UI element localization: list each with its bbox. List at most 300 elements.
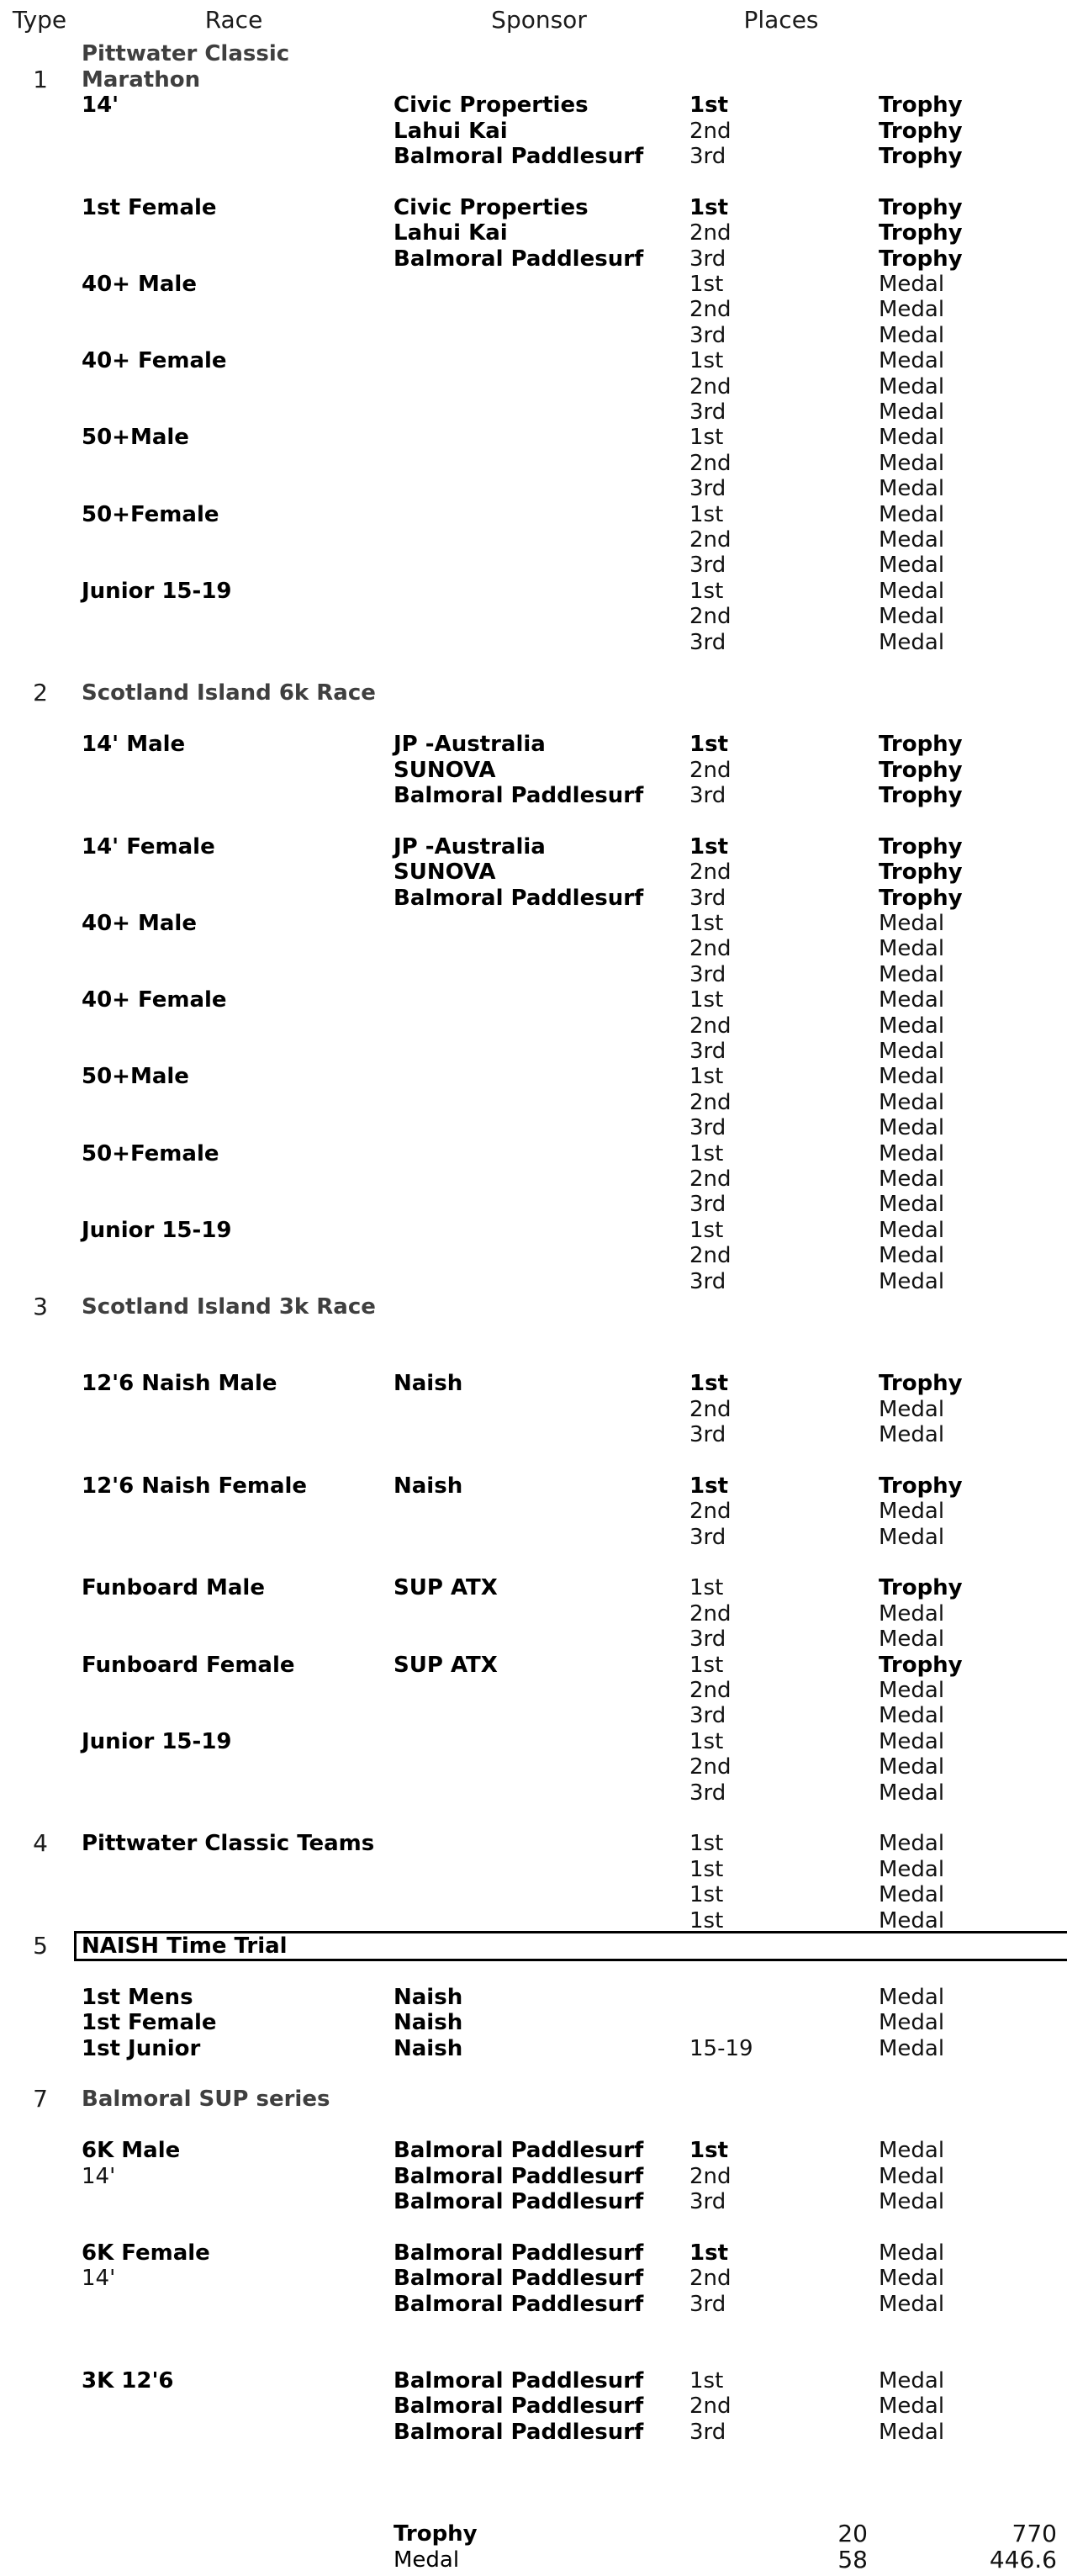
place-cell: 3rd	[689, 1627, 726, 1653]
award-cell: Medal	[879, 2419, 945, 2445]
race-cell: Balmoral SUP series	[82, 2087, 330, 2113]
place-cell: 1st	[689, 425, 724, 451]
award-cell: Medal	[879, 373, 945, 399]
award-cell: Medal	[879, 1243, 945, 1269]
place-cell: 3rd	[689, 553, 726, 579]
award-cell: Medal	[879, 1754, 945, 1780]
place-cell: 1st	[689, 1217, 724, 1243]
summary-row	[0, 2521, 1067, 2547]
place-cell: 1st	[689, 194, 728, 220]
type-cell: 3	[33, 1293, 48, 1320]
table-row	[0, 374, 1067, 400]
table-row	[0, 1064, 1067, 1090]
sponsor-cell: SUNOVA	[394, 757, 496, 783]
sponsor-cell: Balmoral Paddlesurf	[394, 2189, 644, 2214]
award-cell: Trophy	[879, 144, 963, 169]
award-cell: Medal	[879, 2291, 945, 2317]
table-row	[0, 1141, 1067, 1167]
award-cell: Medal	[879, 1115, 945, 1141]
place-cell: 1st	[689, 348, 724, 374]
award-cell: Medal	[879, 2266, 945, 2292]
place-cell: 1st	[689, 501, 724, 527]
table-row	[0, 886, 1067, 912]
award-cell: Medal	[879, 1524, 945, 1550]
table-row	[0, 680, 1067, 706]
table-row	[0, 195, 1067, 221]
award-cell: Trophy	[879, 1371, 963, 1397]
table-row	[0, 246, 1067, 272]
table-row	[0, 476, 1067, 502]
award-cell: Medal	[879, 348, 945, 374]
award-cell: Medal	[879, 425, 945, 451]
sponsor-cell: Lahui Kai	[394, 118, 508, 144]
award-cell: Medal	[879, 322, 945, 348]
race-cell: 12'6 Naish Female	[82, 1473, 308, 1499]
table-row	[0, 1115, 1067, 1141]
table-row	[0, 758, 1067, 784]
award-cell: Trophy	[879, 783, 963, 808]
place-cell: 2nd	[689, 1678, 732, 1703]
award-cell: Trophy	[879, 93, 963, 119]
award-cell: Medal	[879, 450, 945, 476]
place-cell: 2nd	[689, 604, 732, 630]
race-cell: Junior 15-19	[82, 1217, 232, 1243]
table-row	[0, 1499, 1067, 1525]
summary-value: 770	[1012, 2520, 1057, 2548]
sponsor-cell: Lahui Kai	[394, 220, 508, 246]
type-cell: 5	[33, 1932, 48, 1960]
table-row	[0, 502, 1067, 528]
place-cell: 2nd	[689, 527, 732, 553]
table-row	[0, 297, 1067, 323]
sponsor-cell: Civic Properties	[394, 194, 589, 220]
award-cell: Medal	[879, 297, 945, 323]
award-cell: Medal	[879, 1422, 945, 1447]
table-row	[0, 527, 1067, 553]
table-row	[0, 911, 1067, 937]
table-row	[0, 2368, 1067, 2394]
table-row	[0, 1422, 1067, 1448]
table-row	[0, 1218, 1067, 1244]
table-row	[0, 2164, 1067, 2190]
award-cell: Medal	[879, 2189, 945, 2214]
race-cell: Pittwater Classic Teams	[82, 1831, 375, 1857]
place-cell: 3rd	[689, 629, 726, 655]
sponsor-cell: Naish	[394, 1371, 463, 1397]
table-row	[0, 67, 1067, 93]
award-cell: Trophy	[879, 1473, 963, 1499]
race-cell: 40+ Male	[82, 272, 197, 297]
award-cell: Medal	[879, 1064, 945, 1090]
summary-row	[0, 2547, 1067, 2573]
award-cell: Medal	[879, 911, 945, 936]
place-cell: 1st	[689, 578, 724, 604]
table-row	[0, 2138, 1067, 2164]
table-row	[0, 579, 1067, 605]
award-cell: Medal	[879, 1396, 945, 1422]
table-row	[0, 1575, 1067, 1601]
award-cell: Medal	[879, 1140, 945, 1166]
place-cell: 2nd	[689, 118, 732, 144]
table-row	[0, 2036, 1067, 2062]
place-cell: 2nd	[689, 1013, 732, 1039]
place-cell: 1st	[689, 2367, 724, 2394]
sponsor-cell: Balmoral Paddlesurf	[394, 783, 644, 808]
table-row	[0, 732, 1067, 758]
table-row	[0, 451, 1067, 477]
sponsor-cell: Balmoral Paddlesurf	[394, 2367, 644, 2394]
place-cell: 3rd	[689, 144, 726, 169]
table-row	[0, 783, 1067, 809]
award-cell: Medal	[879, 2138, 945, 2164]
place-cell: 2nd	[689, 1754, 732, 1780]
table-row	[0, 272, 1067, 298]
race-cell: 14'	[82, 2266, 116, 2292]
table-row	[0, 2189, 1067, 2215]
place-cell: 1st	[689, 1140, 724, 1166]
place-cell: 3rd	[689, 399, 726, 425]
table-row	[0, 936, 1067, 962]
award-cell: Trophy	[879, 1575, 963, 1601]
place-cell: 2nd	[689, 1243, 732, 1269]
award-cell: Medal	[879, 961, 945, 987]
award-cell: Trophy	[879, 246, 963, 272]
column-header-type: Type	[12, 6, 67, 34]
award-cell: Medal	[879, 527, 945, 553]
place-cell: 3rd	[689, 2419, 726, 2445]
table-row	[0, 2420, 1067, 2446]
race-cell: 6K Female	[82, 2240, 210, 2266]
race-cell: Scotland Island 6k Race	[82, 680, 376, 706]
table-row	[0, 987, 1067, 1013]
table-row	[0, 1857, 1067, 1883]
table-row	[0, 1371, 1067, 1397]
sponsor-cell: Balmoral Paddlesurf	[394, 885, 644, 911]
place-cell: 1st	[689, 1064, 724, 1090]
table-row	[0, 2087, 1067, 2113]
race-cell: 1st Female	[82, 2010, 217, 2036]
place-cell: 1st	[689, 2240, 728, 2266]
table-row	[0, 2394, 1067, 2420]
award-cell: Medal	[879, 399, 945, 425]
place-cell: 3rd	[689, 961, 726, 987]
sponsor-cell: Balmoral Paddlesurf	[394, 246, 644, 272]
type-cell: 1	[33, 65, 48, 93]
table-row	[0, 1397, 1067, 1423]
sponsor-cell: Naish	[394, 2035, 463, 2061]
place-cell: 3rd	[689, 246, 726, 272]
award-cell: Medal	[879, 2035, 945, 2061]
race-cell: 14' Male	[82, 732, 186, 758]
race-cell: 1st Mens	[82, 1984, 193, 2010]
sponsor-cell: Naish	[394, 1984, 463, 2010]
award-cell: Medal	[879, 1831, 945, 1857]
award-cell: Trophy	[879, 118, 963, 144]
type-cell: 7	[33, 2085, 48, 2113]
place-cell: 1st	[689, 1575, 724, 1601]
award-cell: Trophy	[879, 194, 963, 220]
place-cell: 3rd	[689, 476, 726, 502]
award-cell: Medal	[879, 604, 945, 630]
award-cell: Medal	[879, 1499, 945, 1525]
sponsor-cell: Balmoral Paddlesurf	[394, 2138, 644, 2164]
award-cell: Medal	[879, 1882, 945, 1908]
race-cell: NAISH Time Trial	[82, 1933, 288, 1959]
place-cell: 2nd	[689, 1396, 732, 1422]
summary-value: 446.6	[989, 2545, 1057, 2573]
race-cell: 40+ Male	[82, 911, 197, 936]
race-cell: Junior 15-19	[82, 578, 232, 604]
type-cell: 4	[33, 1829, 48, 1858]
race-cell: 50+Male	[82, 425, 189, 451]
place-cell: 1st	[689, 1856, 724, 1882]
sponsor-cell: Naish	[394, 2010, 463, 2036]
table-row	[0, 119, 1067, 145]
sponsor-cell: SUP ATX	[394, 1575, 498, 1601]
race-cell: 14'	[82, 2163, 116, 2189]
table-row	[0, 1933, 1067, 1960]
place-cell: 3rd	[689, 1039, 726, 1064]
summary-count: 58	[837, 2545, 868, 2573]
place-cell: 1st	[689, 2138, 728, 2164]
table-row	[0, 1473, 1067, 1500]
award-cell: Medal	[879, 1600, 945, 1627]
award-cell: Trophy	[879, 757, 963, 783]
table-row	[0, 2292, 1067, 2318]
table-row	[0, 1192, 1067, 1218]
place-cell: 2nd	[689, 373, 732, 399]
award-cell: Medal	[879, 2394, 945, 2420]
table-row	[0, 1653, 1067, 1679]
award-cell: Medal	[879, 2163, 945, 2189]
place-cell: 1st	[689, 1371, 728, 1397]
place-cell: 2nd	[689, 1499, 732, 1525]
award-cell: Medal	[879, 501, 945, 527]
place-cell: 1st	[689, 1652, 724, 1678]
table-row	[0, 1269, 1067, 1295]
award-cell: Medal	[879, 1678, 945, 1703]
award-cell: Medal	[879, 1039, 945, 1064]
race-cell: Junior 15-19	[82, 1728, 232, 1754]
race-cell: 14'	[82, 93, 119, 119]
place-cell: 1st	[689, 732, 728, 758]
table-row	[0, 1985, 1067, 2011]
place-cell: 15-19	[689, 2035, 753, 2061]
table-row	[0, 1780, 1067, 1806]
place-cell: 2nd	[689, 220, 732, 246]
place-cell: 1st	[689, 833, 728, 860]
place-cell: 3rd	[689, 1524, 726, 1550]
race-cell: 50+Female	[82, 1140, 219, 1166]
place-cell: 2nd	[689, 1600, 732, 1627]
award-cell: Medal	[879, 272, 945, 297]
place-cell: 1st	[689, 1473, 728, 1499]
award-cell: Medal	[879, 2240, 945, 2266]
table-row	[0, 1678, 1067, 1704]
sponsor-cell: Balmoral Paddlesurf	[394, 2240, 644, 2266]
race-cell: 12'6 Naish Male	[82, 1371, 277, 1397]
table-row	[0, 834, 1067, 860]
place-cell: 3rd	[689, 2291, 726, 2317]
table-row	[0, 1039, 1067, 1065]
place-cell: 3rd	[689, 322, 726, 348]
sponsor-cell: SUP ATX	[394, 1652, 498, 1678]
place-cell: 1st	[689, 987, 724, 1013]
award-cell: Trophy	[879, 1652, 963, 1678]
place-cell: 3rd	[689, 1422, 726, 1447]
table-row	[0, 630, 1067, 656]
place-cell: 1st	[689, 93, 728, 119]
award-cell: Medal	[879, 476, 945, 502]
award-cell: Trophy	[879, 833, 963, 860]
sponsor-cell: Balmoral Paddlesurf	[394, 2163, 644, 2189]
place-cell: 3rd	[689, 1115, 726, 1141]
race-cell: 50+Female	[82, 501, 219, 527]
place-cell: 3rd	[689, 783, 726, 808]
award-cell: Medal	[879, 1856, 945, 1882]
table-row	[0, 425, 1067, 451]
table-row	[0, 1090, 1067, 1116]
place-cell: 3rd	[689, 1268, 726, 1294]
table-row	[0, 1908, 1067, 1934]
place-cell: 2nd	[689, 1089, 732, 1115]
place-cell: 1st	[689, 1831, 724, 1857]
place-cell: 2nd	[689, 757, 732, 783]
table-row	[0, 93, 1067, 119]
award-cell: Medal	[879, 1217, 945, 1243]
table-row	[0, 1729, 1067, 1755]
race-cell: Funboard Male	[82, 1575, 265, 1601]
table-row	[0, 2010, 1067, 2036]
table-row	[0, 1601, 1067, 1627]
table-row	[0, 1294, 1067, 1320]
place-cell: 2nd	[689, 2394, 732, 2420]
award-cell: Trophy	[879, 732, 963, 758]
table-row	[0, 41, 1067, 67]
race-cell: Funboard Female	[82, 1652, 295, 1678]
place-cell: 2nd	[689, 297, 732, 323]
type-cell: 2	[33, 679, 48, 707]
award-cell: Trophy	[879, 885, 963, 911]
table-row	[0, 220, 1067, 246]
race-cell: 1st Junior	[82, 2035, 201, 2061]
table-row	[0, 399, 1067, 426]
table-row	[0, 1703, 1067, 1729]
race-cell: 40+ Female	[82, 987, 227, 1013]
place-cell: 1st	[689, 1882, 724, 1908]
award-cell: Medal	[879, 578, 945, 604]
award-cell: Medal	[879, 1627, 945, 1653]
award-cell: Medal	[879, 1166, 945, 1192]
place-cell: 2nd	[689, 2266, 732, 2292]
place-cell: 2nd	[689, 2163, 732, 2189]
race-cell: 40+ Female	[82, 348, 227, 374]
place-cell: 1st	[689, 1907, 724, 1933]
table-row	[0, 144, 1067, 170]
place-cell: 3rd	[689, 2189, 726, 2214]
race-cell: 1st Female	[82, 194, 217, 220]
column-header-places: Places	[743, 6, 819, 34]
sponsor-cell: SUNOVA	[394, 860, 496, 886]
place-cell: 2nd	[689, 450, 732, 476]
award-cell: Medal	[879, 1192, 945, 1218]
sponsor-cell: Balmoral Paddlesurf	[394, 2419, 644, 2445]
race-cell: Scotland Island 3k Race	[82, 1294, 376, 1320]
award-cell: Medal	[879, 629, 945, 655]
sponsor-cell: Civic Properties	[394, 93, 589, 119]
award-cell: Medal	[879, 1089, 945, 1115]
place-cell: 1st	[689, 272, 724, 297]
race-cell: 3K 12'6	[82, 2367, 174, 2394]
column-header-race: Race	[204, 6, 263, 34]
award-cell: Medal	[879, 1780, 945, 1806]
place-cell: 3rd	[689, 1780, 726, 1806]
sponsor-cell: Balmoral Paddlesurf	[394, 2291, 644, 2317]
table-row	[0, 604, 1067, 630]
award-cell: Medal	[879, 1728, 945, 1754]
race-cell: 14' Female	[82, 833, 215, 860]
place-cell: 1st	[689, 911, 724, 936]
sponsor-cell: Balmoral Paddlesurf	[394, 2266, 644, 2292]
award-cell: Medal	[879, 1907, 945, 1933]
award-cell: Medal	[879, 2010, 945, 2036]
table-row	[0, 1882, 1067, 1908]
sponsor-cell: JP -Australia	[394, 833, 546, 860]
table-row	[0, 1525, 1067, 1551]
sponsor-cell: JP -Australia	[394, 732, 546, 758]
column-header-sponsor: Sponsor	[491, 6, 587, 34]
table-row	[0, 1166, 1067, 1193]
place-cell: 3rd	[689, 1192, 726, 1218]
table-row	[0, 1627, 1067, 1653]
place-cell: 2nd	[689, 860, 732, 886]
award-cell: Trophy	[879, 860, 963, 886]
award-cell: Medal	[879, 553, 945, 579]
summary-count: 20	[837, 2520, 868, 2548]
place-cell: 1st	[689, 1728, 724, 1754]
award-cell: Medal	[879, 936, 945, 962]
award-cell: Medal	[879, 1703, 945, 1729]
award-cell: Medal	[879, 1984, 945, 2010]
place-cell: 3rd	[689, 885, 726, 911]
table-row	[0, 1831, 1067, 1857]
place-cell: 2nd	[689, 1166, 732, 1192]
award-cell: Medal	[879, 1013, 945, 1039]
race-cell: 50+Male	[82, 1064, 189, 1090]
summary-award-label: Medal	[394, 2547, 460, 2573]
award-cell: Medal	[879, 2367, 945, 2394]
table-row	[0, 553, 1067, 579]
place-cell: 3rd	[689, 1703, 726, 1729]
race-cell: Pittwater Classic	[82, 41, 290, 67]
award-cell: Trophy	[879, 220, 963, 246]
table-row	[0, 860, 1067, 886]
table-row	[0, 1243, 1067, 1269]
table-row	[0, 348, 1067, 374]
table-row	[0, 962, 1067, 988]
award-cell: Medal	[879, 987, 945, 1013]
table-row	[0, 2266, 1067, 2292]
table-row	[0, 2240, 1067, 2267]
sponsor-cell: Balmoral Paddlesurf	[394, 144, 644, 169]
table-row	[0, 323, 1067, 349]
award-cell: Medal	[879, 1268, 945, 1294]
place-cell: 2nd	[689, 936, 732, 962]
table-row	[0, 1013, 1067, 1039]
summary-award-label: Trophy	[394, 2521, 478, 2547]
race-cell: 6K Male	[82, 2138, 181, 2164]
race-cell: Marathon	[82, 66, 201, 93]
